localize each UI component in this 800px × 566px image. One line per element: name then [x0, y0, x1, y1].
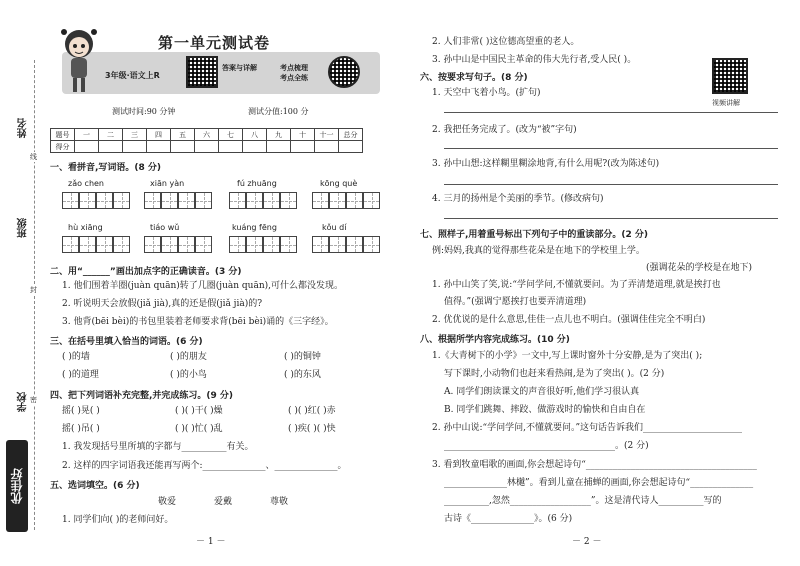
- score-cell: 四: [147, 129, 171, 141]
- points-label-1: 考点梳理: [280, 64, 308, 72]
- s6-q3: 3. 孙中山想:这样糊里糊涂地背,有什么用呢?(改为陈述句): [432, 159, 660, 169]
- s4-item[interactable]: ( )疾( )( )快: [288, 424, 336, 434]
- score-input[interactable]: [339, 141, 363, 153]
- section8-title: 八、根据所学内容完成练习。(10 分): [420, 335, 570, 345]
- score-cell: 十: [291, 129, 315, 141]
- score-info: 测试分值:100 分: [248, 107, 309, 116]
- answer-line[interactable]: [444, 148, 778, 149]
- answer-label: 答案与详解: [222, 64, 257, 72]
- pinyin: hù xiāng: [68, 223, 103, 232]
- pinyin: fú zhuāng: [237, 179, 277, 188]
- pinyin: xiān yàn: [150, 179, 185, 188]
- s4-q2[interactable]: 2. 这样的四字词语我还能再写两个:______________、______________。: [62, 461, 347, 471]
- score-input[interactable]: [195, 141, 219, 153]
- s8-q3c[interactable]: __________,忽然__________________”。这是清代诗人__________写的: [444, 496, 722, 506]
- page-number-1: － 1 －: [196, 537, 226, 547]
- score-table-score-row: [51, 141, 363, 153]
- s2-q2: 2. 听说明天会放假(jiǎ jià),真的还是假(jiǎ jià)的?: [62, 299, 263, 309]
- score-cell: 得分: [51, 141, 75, 153]
- s3-item[interactable]: ( )的朋友: [170, 352, 207, 362]
- s4-item[interactable]: 摇( )吊( ): [62, 424, 100, 434]
- char-grid[interactable]: [312, 236, 380, 253]
- video-qr-icon[interactable]: [712, 58, 748, 94]
- char-grid[interactable]: [62, 192, 130, 209]
- cut-line: [34, 60, 35, 530]
- cut-char: 线: [30, 153, 37, 161]
- char-grid[interactable]: [229, 192, 297, 209]
- score-input[interactable]: [123, 141, 147, 153]
- cartoon-girl-icon: [54, 22, 104, 102]
- score-input[interactable]: [171, 141, 195, 153]
- s8-q1a[interactable]: 1.《大青树下的小学》一文中,写上课时窗外十分安静,是为了突出( );: [432, 351, 703, 361]
- s8-q3a[interactable]: 3. 看到牧童唱歌的画面,你会想起诗句“______________________________________: [432, 460, 757, 470]
- score-cell: 五: [171, 129, 195, 141]
- name-label: 姓名: [18, 118, 29, 138]
- char-grid[interactable]: [144, 192, 212, 209]
- s3-item[interactable]: ( )的道理: [62, 370, 99, 380]
- s4-item[interactable]: ( )( )忙( )乱: [175, 424, 223, 434]
- answer-qr-icon[interactable]: [186, 56, 218, 88]
- section2-title: 二、用“______”画出加点字的正确读音。(3 分): [50, 267, 242, 277]
- score-cell: 二: [99, 129, 123, 141]
- s4-item[interactable]: ( )( )红( )赤: [288, 406, 336, 416]
- score-input[interactable]: [219, 141, 243, 153]
- answer-line[interactable]: [444, 218, 778, 219]
- section7-title: 七、照样子,用着重号标出下列句子中的重读部分。(2 分): [420, 230, 649, 240]
- s6-q2: 2. 我把任务完成了。(改为“被”字句): [432, 125, 577, 135]
- s7-example-note: (强调花朵的学校是在地下): [646, 263, 753, 273]
- s4-item[interactable]: 摇( )晃( ): [62, 406, 100, 416]
- s3-item[interactable]: ( )的小鸟: [170, 370, 207, 380]
- section1-title: 一、看拼音,写词语。(8 分): [50, 163, 162, 173]
- s8-q3d[interactable]: 古诗《______________》。(6 分): [444, 514, 573, 524]
- char-grid[interactable]: [312, 192, 380, 209]
- s8-q3b[interactable]: ______________林樾”。看到儿童在捕蝉的画面,你会想起诗句“______________: [444, 478, 754, 488]
- s2-q1: 1. 他们围着羊圈(juàn quān)转了几圈(juàn quān),可什么都没发现。: [62, 281, 344, 291]
- s4-item[interactable]: ( )( )干( )燥: [175, 406, 223, 416]
- s8-opt-b: B. 同学们跳舞、摔跤、做游戏时的愉快和自由自在: [444, 405, 646, 415]
- s8-opt-a: A. 同学们朗读课文的声音很好听,他们学习很认真: [444, 387, 640, 397]
- school-label: 学校: [18, 392, 29, 412]
- points-label: [280, 63, 308, 83]
- char-grid[interactable]: [229, 236, 297, 253]
- time-info: 测试时间:90 分钟: [112, 107, 176, 116]
- char-grid[interactable]: [144, 236, 212, 253]
- score-input[interactable]: [243, 141, 267, 153]
- s4-q1[interactable]: 1. 我发现括号里所填的字都与__________有关。: [62, 442, 254, 452]
- score-input[interactable]: [315, 141, 339, 153]
- pinyin: kōng què: [320, 179, 358, 188]
- section4-title: 四、把下列词语补充完整,并完成练习。(9 分): [50, 391, 234, 401]
- s3-item[interactable]: ( )的铜钟: [284, 352, 321, 362]
- score-cell: 九: [267, 129, 291, 141]
- score-table-header-row: [51, 129, 363, 141]
- brand-logo: 优佳好: [6, 440, 28, 532]
- answer-line[interactable]: [444, 184, 778, 185]
- section5-title: 五、选词填空。(6 分): [50, 481, 140, 491]
- s2-q3: 3. 他背(bēi bèi)的书包里装着老师要求背(bēi bèi)诵的《三字经》。: [62, 317, 334, 327]
- score-input[interactable]: [99, 141, 123, 153]
- score-input[interactable]: [75, 141, 99, 153]
- page-number-2: － 2 －: [572, 537, 602, 547]
- s7-q2[interactable]: 2. 优优说的是什么意思,佳佳一点儿也不明白。(强调佳佳完全不明白): [432, 315, 706, 325]
- s7-example: 例:妈妈,我真的觉得那些花朵是在地下的学校里上学。: [432, 246, 645, 256]
- score-cell: 八: [243, 129, 267, 141]
- score-cell: 总分: [339, 129, 363, 141]
- video-label: 视频讲解: [712, 99, 740, 107]
- pinyin: tiáo wǔ: [150, 223, 180, 232]
- s6-q1: 1. 天空中飞着小鸟。(扩句): [432, 88, 541, 98]
- section6-title: 六、按要求写句子。(8 分): [420, 73, 528, 83]
- score-input[interactable]: [267, 141, 291, 153]
- score-cell: 一: [75, 129, 99, 141]
- answer-line[interactable]: [444, 112, 778, 113]
- score-cell: 三: [123, 129, 147, 141]
- score-cell: 十一: [315, 129, 339, 141]
- s5-choice: 敬爱: [158, 497, 177, 507]
- s8-q2b[interactable]: ______________________________________。(2 分): [444, 441, 649, 451]
- char-grid[interactable]: [62, 236, 130, 253]
- s5-q1[interactable]: 1. 同学们向( )的老师问好。: [62, 515, 174, 525]
- s3-item[interactable]: ( )的墙: [62, 352, 90, 362]
- s5-choice: 尊敬: [270, 497, 289, 507]
- pinyin: kuáng fēng: [232, 223, 277, 232]
- points-label-2: 考点全练: [280, 74, 308, 82]
- s5-choice: 爱戴: [214, 497, 233, 507]
- class-label: 班级: [18, 218, 29, 238]
- s5-q3[interactable]: 3. 孙中山是中国民主革命的伟大先行者,受人民( )。: [432, 55, 637, 65]
- score-input[interactable]: [291, 141, 315, 153]
- score-table: [50, 128, 363, 153]
- page-title: 第一单元测试卷: [158, 34, 271, 52]
- grade-label: 3年级·语文上R: [105, 71, 160, 80]
- points-qr-icon[interactable]: [328, 56, 360, 88]
- pinyin: kǒu dí: [322, 223, 347, 232]
- cut-char: 封: [30, 286, 37, 294]
- score-cell: 六: [195, 129, 219, 141]
- score-input[interactable]: [147, 141, 171, 153]
- s3-item[interactable]: ( )的东风: [284, 370, 321, 380]
- section3-title: 三、在括号里填入恰当的词语。(6 分): [50, 337, 203, 347]
- s5-q2[interactable]: 2. 人们非常( )这位德高望重的老人。: [432, 37, 580, 47]
- s6-q4: 4. 三月的扬州是个美丽的季节。(修改病句): [432, 194, 604, 204]
- score-cell: 题号: [51, 129, 75, 141]
- cut-char: 密: [30, 396, 37, 404]
- s8-q1b[interactable]: 写下课时,小动物们也赶来看热闹,是为了突出( )。(2 分): [444, 369, 665, 379]
- s7-q1a[interactable]: 1. 孙中山笑了笑,说:“学问学问,不懂就要问。为了弄清楚道理,就是挨打也: [432, 280, 721, 290]
- pinyin: zǎo chen: [68, 179, 104, 188]
- s7-q1b: 值得。”(强调宁愿挨打也要弄清道理): [444, 297, 587, 307]
- s8-q2a[interactable]: 2. 孙中山说:“学问学问,不懂就要问。”这句话告诉我们______________________: [432, 423, 743, 433]
- score-cell: 七: [219, 129, 243, 141]
